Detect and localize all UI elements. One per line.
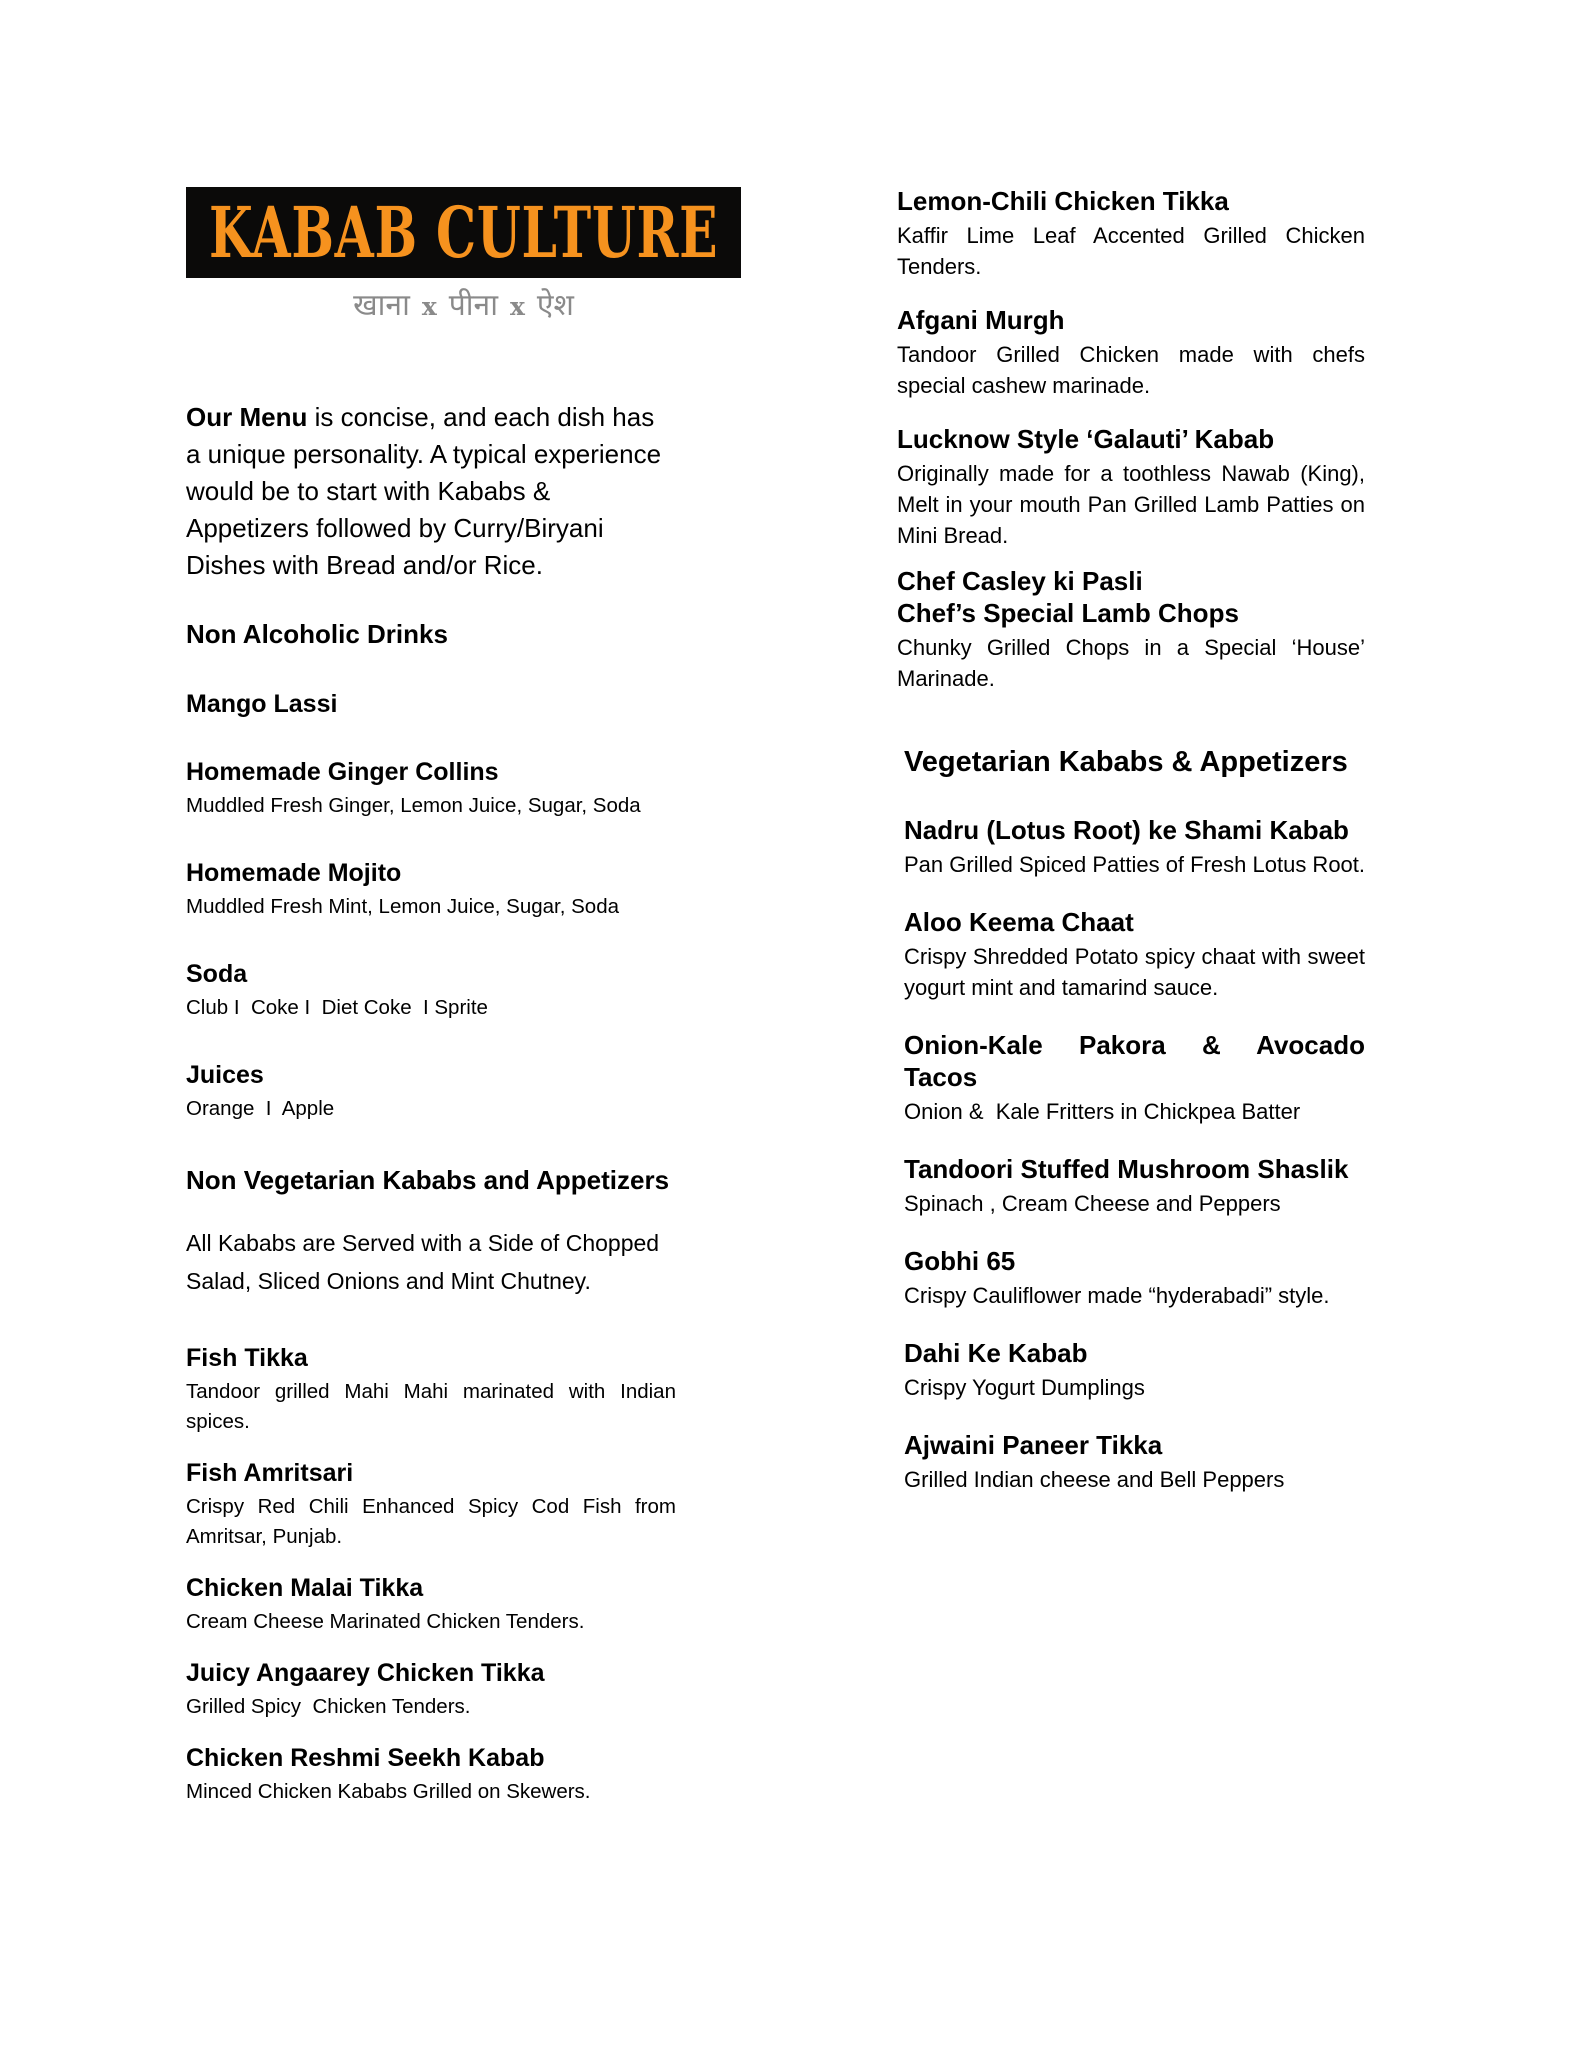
menu-item-name — [186, 1572, 676, 1604]
menu-item-description — [904, 941, 1365, 1003]
menu-item-description — [904, 1188, 1365, 1219]
menu-item-description-line: Marinade. — [897, 666, 995, 691]
menu-item-name-line: Nadru (Lotus Root) ke Shami Kabab — [904, 815, 1349, 845]
menu-item-name — [897, 304, 1365, 336]
menu-item-name — [186, 1342, 676, 1374]
menu-item-description — [904, 1372, 1365, 1403]
menu-item-name — [186, 1742, 676, 1774]
menu-item — [186, 1572, 676, 1637]
menu-item — [186, 1742, 676, 1807]
menu-item-description-line: Originally made for a toothless Nawab (King), — [897, 461, 1365, 486]
menu-item-description — [897, 458, 1365, 551]
menu-item-name — [904, 814, 1365, 846]
menu-item-name-line: Tandoori Stuffed Mushroom Shaslik — [904, 1154, 1349, 1184]
intro-bold-lead: Our Menu — [186, 402, 308, 432]
logo-tagline: खाना x पीना x ऐश — [353, 288, 574, 323]
right-column — [897, 185, 1365, 1521]
menu-item-description-line: Spinach , Cream Cheese and Peppers — [904, 1191, 1281, 1216]
menu-item-description — [186, 1492, 676, 1552]
menu-item — [186, 958, 676, 1023]
menu-item-description — [186, 1777, 676, 1807]
menu-item-name — [904, 1153, 1365, 1185]
menu-item-description — [904, 1464, 1365, 1495]
menu-item-name-line: Chef Casley ki Pasli — [897, 566, 1143, 596]
menu-item-name-line: Homemade Mojito — [186, 859, 402, 887]
menu-item-description-line: Crispy Red Chili Enhanced Spicy Cod Fish from — [186, 1495, 676, 1518]
menu-item — [186, 1059, 676, 1124]
restaurant-logo — [186, 187, 741, 278]
menu-item-name-line: Lucknow Style ‘Galauti’ Kabab — [897, 424, 1275, 454]
menu-item — [897, 814, 1365, 880]
menu-item — [186, 756, 676, 821]
menu-item-name — [186, 857, 676, 889]
menu-item-description-line: Muddled Fresh Mint, Lemon Juice, Sugar, Soda — [186, 895, 620, 918]
tagline-separator-x: x — [509, 292, 525, 321]
menu-item-name-line: Homemade Ginger Collins — [186, 758, 499, 786]
menu-item — [897, 906, 1365, 1003]
menu-item-description-line: Crispy Cauliflower made “hyderabadi” style. — [904, 1283, 1330, 1308]
menu-item-description — [897, 632, 1365, 694]
menu-item-name-line: Soda — [186, 960, 248, 988]
menu-item — [186, 857, 676, 922]
menu-item-description — [186, 1377, 676, 1437]
menu-item-description-line: Crispy Yogurt Dumplings — [904, 1375, 1145, 1400]
menu-item-name-line: Dahi Ke Kabab — [904, 1338, 1088, 1368]
menu-item-description — [897, 339, 1365, 401]
menu-item-name — [897, 185, 1365, 217]
menu-item — [186, 1657, 676, 1722]
logo-text: KABAB CULTURE — [208, 191, 719, 274]
menu-item-name — [904, 906, 1365, 938]
menu-item — [897, 1337, 1365, 1403]
menu-item-name-line: Tacos — [904, 1062, 978, 1092]
section-heading-drinks: Non Alcoholic Drinks — [186, 619, 448, 649]
menu-item-description-line: Orange I Apple — [186, 1097, 335, 1120]
menu-item-name-line: Fish Amritsari — [186, 1459, 354, 1487]
menu-item-description — [904, 849, 1365, 880]
menu-item-name — [897, 423, 1365, 455]
menu-item — [186, 1457, 676, 1552]
menu-item-name-line: Mango Lassi — [186, 690, 338, 718]
menu-item-description-line: Kaffir Lime Leaf Accented Grilled Chicken — [897, 223, 1365, 248]
menu-item-name — [904, 1245, 1365, 1277]
menu-item-name-line: Chef’s Special Lamb Chops — [897, 598, 1239, 628]
menu-item-name-line: Juices — [186, 1061, 264, 1089]
menu-item-name — [904, 1029, 1365, 1093]
menu-item-description — [186, 1094, 676, 1124]
menu-item-name-line: Aloo Keema Chaat — [904, 907, 1134, 937]
menu-item-description-line: Cream Cheese Marinated Chicken Tenders. — [186, 1610, 585, 1633]
menu-item-name-line: Onion-Kale Pakora & Avocado — [904, 1030, 1365, 1060]
menu-item-name-line: Afgani Murgh — [897, 305, 1065, 335]
menu-item-description-line: Tenders. — [897, 254, 982, 279]
tagline-separator-x: x — [421, 292, 437, 321]
menu-item-description-line: spices. — [186, 1410, 250, 1433]
menu-item-name-line: Gobhi 65 — [904, 1246, 1016, 1276]
menu-item — [897, 1245, 1365, 1311]
menu-item — [186, 1342, 676, 1437]
menu-item — [897, 565, 1365, 694]
menu-item-description-line: Grilled Spicy Chicken Tenders. — [186, 1695, 471, 1718]
menu-item-description-line: Minced Chicken Kababs Grilled on Skewers. — [186, 1780, 591, 1803]
menu-item-name — [904, 1429, 1365, 1461]
veg-items-list — [897, 814, 1365, 1495]
menu-item-description-line: Club I Coke I Diet Coke I Sprite — [186, 996, 488, 1019]
menu-item-name-line: Chicken Malai Tikka — [186, 1574, 424, 1602]
menu-item-name-line: Juicy Angaarey Chicken Tikka — [186, 1659, 545, 1687]
menu-item-description — [186, 993, 676, 1023]
menu-item-name — [186, 756, 676, 788]
menu-item-name — [186, 1657, 676, 1689]
menu-item-description — [186, 1607, 676, 1637]
menu-item-description-line: Onion & Kale Fritters in Chickpea Batter — [904, 1099, 1301, 1124]
menu-item-name-line: Fish Tikka — [186, 1344, 308, 1372]
intro-paragraph: Our Menu is concise, and each dish has a unique personality. A typical experience would be to start with Kababs & Appetizers followed by Curry/Biryani Dishes with Bread and/or Rice. — [186, 402, 662, 580]
menu-item-description — [904, 1280, 1365, 1311]
drinks-list — [186, 688, 676, 1124]
menu-item-name — [186, 688, 676, 720]
menu-item-description-line: Grilled Indian cheese and Bell Peppers — [904, 1467, 1285, 1492]
menu-item-description-line: Melt in your mouth Pan Grilled Lamb Patties on — [897, 492, 1365, 517]
menu-item-description — [897, 220, 1365, 282]
menu-item-description-line: Tandoor grilled Mahi Mahi marinated with Indian — [186, 1380, 676, 1403]
menu-item-description-line: Amritsar, Punjab. — [186, 1525, 343, 1548]
menu-item-description-line: special cashew marinade. — [897, 373, 1151, 398]
menu-item-name-line: Lemon-Chili Chicken Tikka — [897, 186, 1229, 216]
menu-item-description-line: Tandoor Grilled Chicken made with chefs — [897, 342, 1365, 367]
menu-item-description-line: yogurt mint and tamarind sauce. — [904, 975, 1219, 1000]
menu-item-name — [186, 958, 676, 990]
menu-item-name-line: Chicken Reshmi Seekh Kabab — [186, 1744, 545, 1772]
menu-item-description-line: Muddled Fresh Ginger, Lemon Juice, Sugar, Soda — [186, 794, 641, 817]
menu-item-description — [186, 892, 676, 922]
menu-item-name — [897, 565, 1365, 629]
menu-item — [186, 688, 676, 720]
section-heading-nonveg: Non Vegetarian Kababs and Appetizers — [186, 1165, 670, 1195]
left-column — [186, 187, 719, 1827]
menu-item-name — [904, 1337, 1365, 1369]
nonveg-items-list-right — [897, 185, 1365, 694]
menu-item-description — [186, 791, 676, 821]
menu-item-description-line: Crispy Shredded Potato spicy chaat with sweet — [904, 944, 1365, 969]
menu-item-description-line: Mini Bread. — [897, 523, 1009, 548]
menu-item — [897, 1029, 1365, 1127]
menu-item — [897, 423, 1365, 551]
menu-item — [897, 304, 1365, 401]
menu-item-description — [186, 1692, 676, 1722]
section-heading-veg: Vegetarian Kababs & Appetizers — [904, 746, 1348, 778]
nonveg-items-list — [186, 1342, 676, 1807]
menu-item-description — [904, 1096, 1365, 1127]
menu-item-name — [186, 1059, 676, 1091]
menu-item — [897, 185, 1365, 282]
menu-item-name — [186, 1457, 676, 1489]
menu-item-description-line: Chunky Grilled Chops in a Special ‘House’ — [897, 635, 1365, 660]
menu-item-description-line: Pan Grilled Spiced Patties of Fresh Lotus Root. — [904, 852, 1366, 877]
menu-item-name-line: Ajwaini Paneer Tikka — [904, 1430, 1163, 1460]
nonveg-note: All Kababs are Served with a Side of Chopped Salad, Sliced Onions and Mint Chutney. — [186, 1230, 660, 1294]
menu-item — [897, 1153, 1365, 1219]
menu-item — [897, 1429, 1365, 1495]
